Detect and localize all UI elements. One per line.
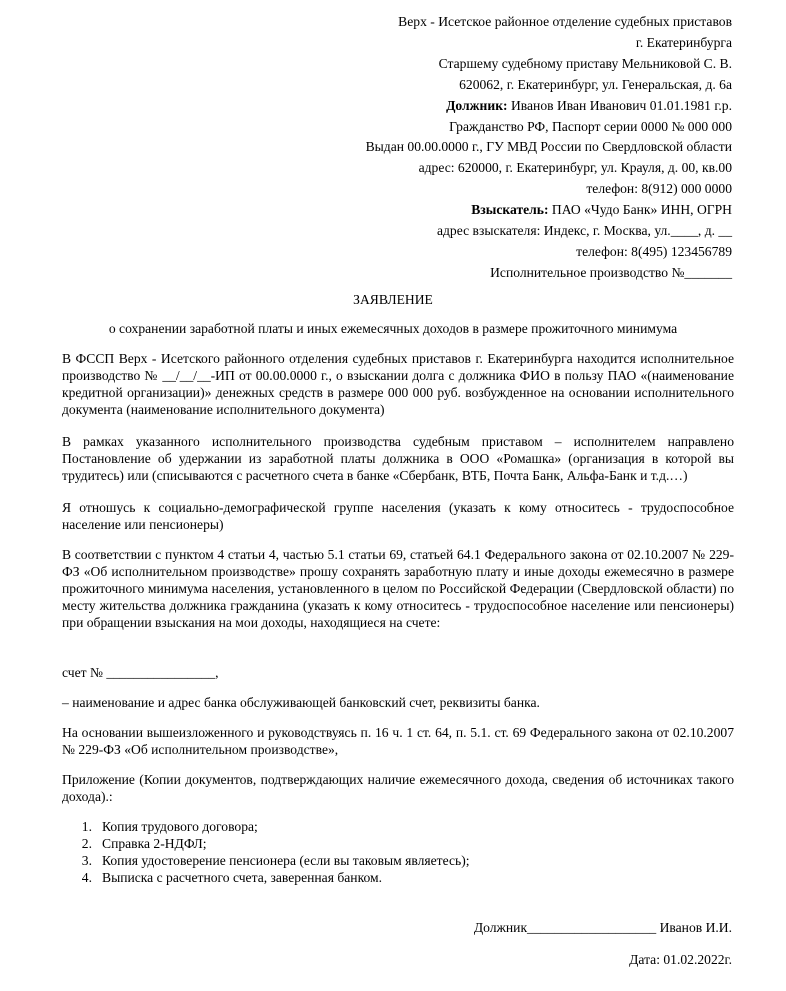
paragraph-legal-basis: На основании вышеизложенного и руководствуясь п. 16 ч. 1 ст. 64, п. 5.1. ст. 69 Федерального закона от 02.10.2007 № 229-ФЗ «Об исполнительном производстве», <box>62 725 734 757</box>
addressee-block <box>172 12 732 284</box>
debtor-label: Должник: <box>446 97 508 113</box>
header-line: адрес взыскателя: Индекс, г. Москва, ул.____, д. __ <box>436 223 732 239</box>
header-line: Исполнительное производство №_______ <box>490 264 732 280</box>
debtor-line: Должник: Иванов Иван Иванович 01.01.1981 г.р. <box>446 97 732 113</box>
paragraph-deduction: В рамках указанного исполнительного производства судебным приставом – исполнителем направлено Постановление об удержании из заработной платы должника в ООО «Ромашка» (организация в которой вы трудитесь) или (списываются с расчетного счета в банке «Сбербанк, ВТБ, Почта Банк, Альфа-Банк и т.д.…) <box>62 434 734 483</box>
header-line: Выдан 00.00.0000 г., ГУ МВД России по Свердловской области <box>365 139 732 155</box>
document-title: ЗАЯВЛЕНИЕ <box>353 292 433 307</box>
paragraph-account: счет № ________________, <box>62 665 219 680</box>
document-subtitle: о сохранении заработной платы и иных ежемесячных доходов в размере прожиточного минимума <box>108 321 678 336</box>
paragraph-bank-details: – наименование и адрес банка обслуживающей банковский счет, реквизиты банка. <box>62 695 540 710</box>
paragraph-social-group: Я отношусь к социально-демографической группе населения (указать к кому относитесь - трудоспособное население или пенсионеры) <box>62 500 734 532</box>
creditor-label: Взыскатель: <box>471 202 549 218</box>
paragraph-request: В соответствии с пунктом 4 статьи 4, частью 5.1 статьи 69, статьей 64.1 Федерального закона от 02.10.2007 № 229-ФЗ «Об исполнительном производстве» прошу сохранять заработную плату и иные доходы ежемесячно в размере прожиточного минимума населения, установленного в целом по Российской Федерации (Свердловской области) по месту жительства должника гражданина (указать к кому относитесь - трудоспособное население или пенсионеры) при обращении взыскания на мои доходы, находящиеся на счете: <box>62 547 734 630</box>
creditor-line: Взыскатель: ПАО «Чудо Банк» ИНН, ОГРН <box>471 202 732 218</box>
attachments-list <box>62 818 734 886</box>
paragraph-attachments-intro: Приложение (Копии документов, подтверждающих наличие ежемесячного дохода, сведения об источниках такого дохода).: <box>62 772 734 804</box>
header-line: г. Екатеринбурга <box>635 34 732 50</box>
list-item: 1. Копия трудового договора; <box>81 819 258 834</box>
paragraph-case-info: В ФССП Верх - Исетского районного отделения судебных приставов г. Екатеринбурга находится исполнительное производство № __/__/__-ИП от 00.00.0000 г., о взыскании долга с должника ФИО в пользу ПАО «(наименование кредитной организации)» денежных средств в размере 000 000 руб. возбужденное на основании исполнительного документа (наименование исполнительного документа) <box>62 351 734 417</box>
header-line: Гражданство РФ, Паспорт серии 0000 № 000 000 <box>449 118 732 134</box>
header-line: Верх - Исетское районное отделение судебных приставов <box>398 14 732 29</box>
list-item: 2. Справка 2-НДФЛ; <box>81 836 207 851</box>
header-line: телефон: 8(912) 000 0000 <box>586 181 732 197</box>
date-line: Дата: 01.02.2022г. <box>629 952 732 967</box>
signature-line: Должник___________________ Иванов И.И. <box>473 920 732 935</box>
header-line: 620062, г. Екатеринбург, ул. Генеральская, д. 6а <box>459 76 732 92</box>
header-line: телефон: 8(495) 123456789 <box>576 243 732 259</box>
list-item: 3. Копия удостоверение пенсионера (если вы таковым являетесь); <box>81 853 470 868</box>
header-line: адрес: 620000, г. Екатеринбург, ул. Крауля, д. 00, кв.00 <box>418 160 732 176</box>
list-item: 4. Выписка с расчетного счета, заверенная банком. <box>81 870 383 885</box>
header-line: Старшему судебному приставу Мельниковой С. В. <box>438 55 732 71</box>
